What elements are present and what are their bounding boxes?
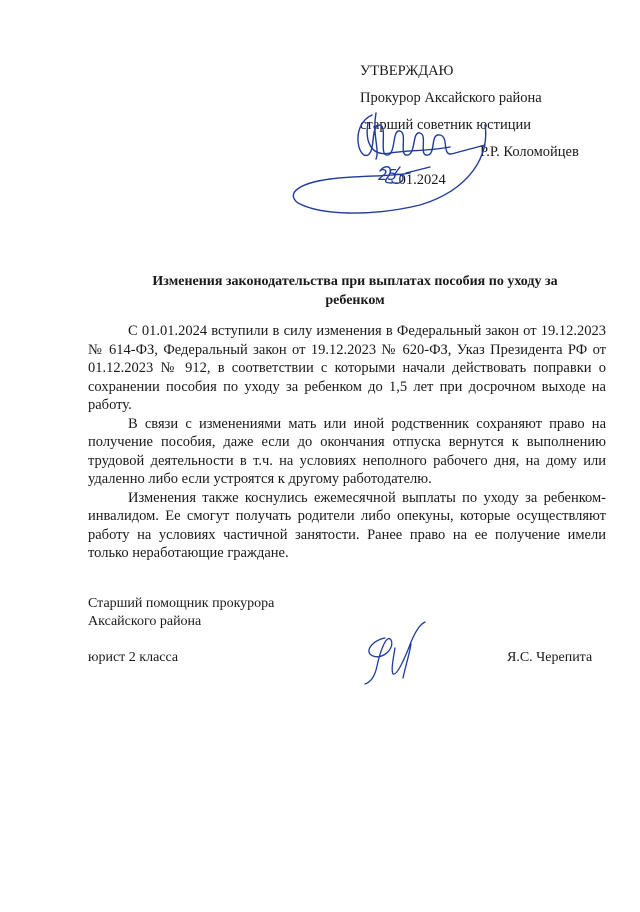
- paragraph: С 01.01.2024 вступили в силу изменения в Федеральный закон от 19.12.2023 № 614-ФЗ, Федеральный закон от 19.12.2023 № 620-ФЗ, Указ Президента РФ от 01.12.2023 № 912, в соответствии с которыми начали действовать поправки о сохранении пособия по уходу за ребенком до 1,5 лет при досрочном выходе на работу.: [88, 323, 606, 413]
- paragraph: Изменения также коснулись ежемесячной выплаты по уходу за ребенком-инвалидом. Ее смогут получать родители либо опекуны, которые осуществляют работу на условиях частичной занятости. Ранее право на ее получение имели только неработающие граждане.: [88, 489, 606, 561]
- approval-heading: УТВЕРЖДАЮ: [360, 63, 454, 79]
- approval-rank: старший советник юстиции: [360, 117, 531, 133]
- document-title-line1: Изменения законодательства при выплатах пособия по уходу за: [152, 274, 558, 289]
- signature-assistant-icon: [355, 618, 435, 688]
- document-title: [70, 272, 640, 310]
- signer-position-line2: Аксайского района: [88, 614, 202, 629]
- approval-date-day: 25: [378, 166, 398, 184]
- approval-position: Прокурор Аксайского района: [360, 90, 542, 106]
- signer-name: Я.С. Черепита: [507, 650, 593, 665]
- paragraph: В связи с изменениями мать или иной родственник сохраняют право на получение пособия, даже если до окончания отпуска вернутся к выполнению трудовой деятельности в т.ч. на условиях неполного рабочего дня, на дому или удаленно либо если устроятся к другому работодателю.: [88, 415, 606, 487]
- approval-name: Р.Р. Коломойцев: [480, 144, 579, 160]
- approval-date: .01.2024: [395, 172, 446, 188]
- signer-rank: юрист 2 класса: [88, 650, 179, 665]
- document-title-line2: ребенком: [325, 293, 385, 308]
- signature-prosecutor-icon: [280, 95, 510, 235]
- signer-position-line1: Старший помощник прокурора: [88, 596, 275, 611]
- document-body: [88, 322, 606, 563]
